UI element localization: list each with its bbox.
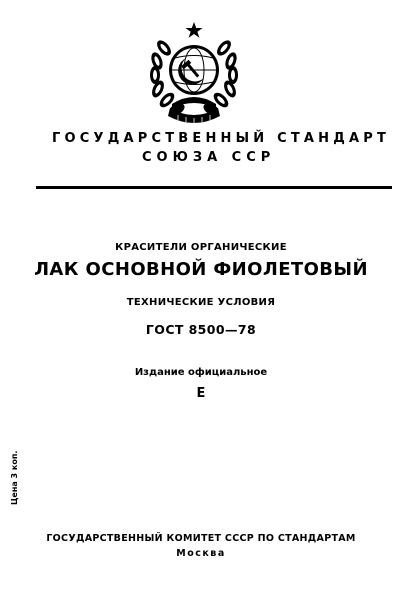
standard-header-line1: ГОСУДАРСТВЕННЫЙ СТАНДАРТ	[52, 131, 391, 146]
standard-header-line2: СОЮЗА ССР	[142, 150, 276, 165]
header-divider	[36, 186, 392, 189]
edition-label: Издание официальное	[134, 367, 268, 378]
publisher-city: Москва	[176, 548, 226, 559]
document-category: КРАСИТЕЛИ ОРГАНИЧЕСКИЕ	[115, 242, 287, 253]
publisher-name: ГОСУДАРСТВЕННЫЙ КОМИТЕТ СССР ПО СТАНДАРТАМ	[46, 533, 356, 544]
price-note: Цена 3 коп.	[10, 450, 19, 505]
document-title: ЛАК ОСНОВНОЙ ФИОЛЕТОВЫЙ	[34, 259, 368, 280]
document-subtitle: ТЕХНИЧЕСКИЕ УСЛОВИЯ	[126, 297, 276, 308]
ussr-state-emblem-icon	[142, 20, 246, 124]
edition-letter: Е	[196, 386, 206, 401]
gost-number: ГОСТ 8500—78	[145, 322, 257, 337]
